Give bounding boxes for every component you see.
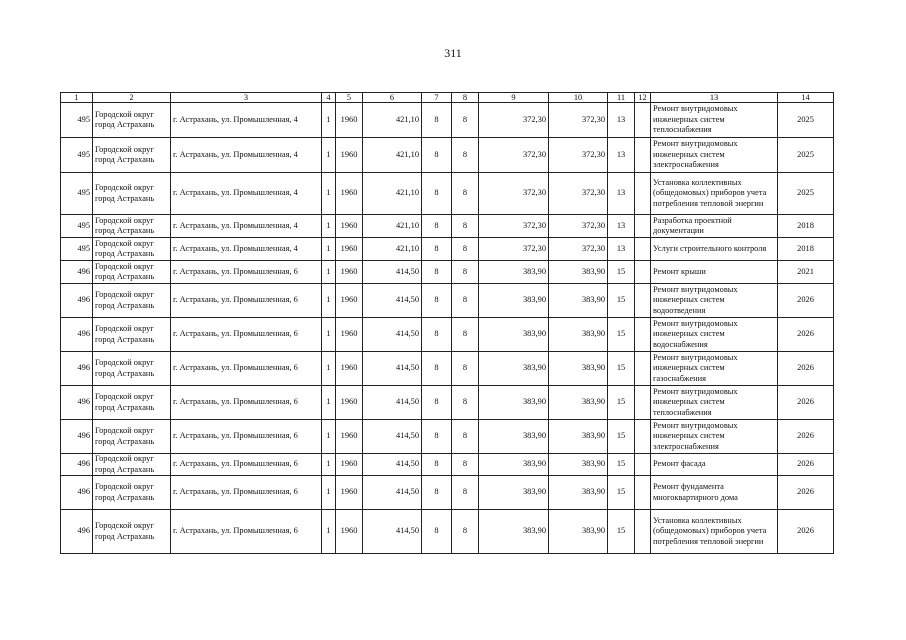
municipality-cell: Городской округ город Астрахань [93, 238, 171, 261]
residential-area-2-cell: 8 [452, 238, 479, 261]
year-planned-cell: 2018 [778, 215, 834, 238]
residential-area-1-cell: 8 [422, 510, 452, 554]
area-value-2-cell: 372,30 [549, 138, 608, 173]
build-year-cell: 1960 [336, 238, 363, 261]
apartments-cell: 15 [608, 261, 635, 284]
municipality-cell: Городской округ город Астрахань [93, 215, 171, 238]
empty-cell-cell [635, 352, 651, 386]
work-type-cell: Ремонт фундамента многоквартирного дома [651, 476, 778, 510]
area-value-2-cell: 372,30 [549, 173, 608, 215]
residential-area-1-cell: 8 [422, 173, 452, 215]
table-row [61, 386, 834, 420]
empty-cell-cell [635, 138, 651, 173]
residential-area-2-cell: 8 [452, 454, 479, 476]
area-value-1-cell: 372,30 [479, 173, 549, 215]
apartments-cell: 15 [608, 476, 635, 510]
year-planned-cell: 2025 [778, 173, 834, 215]
column-header: 12 [635, 93, 651, 103]
total-area-cell: 421,10 [363, 173, 422, 215]
apartments-cell: 15 [608, 284, 635, 318]
floors-cell: 1 [322, 454, 336, 476]
build-year-cell: 1960 [336, 318, 363, 352]
page-number: 311 [444, 46, 462, 60]
table-row [61, 318, 834, 352]
total-area-cell: 421,10 [363, 138, 422, 173]
area-value-2-cell: 383,90 [549, 386, 608, 420]
municipality-cell: Городской округ город Астрахань [93, 173, 171, 215]
build-year-cell: 1960 [336, 352, 363, 386]
area-value-1-cell: 383,90 [479, 476, 549, 510]
total-area-cell: 414,50 [363, 476, 422, 510]
build-year-cell: 1960 [336, 454, 363, 476]
build-year-cell: 1960 [336, 284, 363, 318]
residential-area-1-cell: 8 [422, 352, 452, 386]
column-header: 3 [171, 93, 322, 103]
row-number-cell: 495 [61, 173, 93, 215]
total-area-cell: 414,50 [363, 454, 422, 476]
address-cell: г. Астрахань, ул. Промышленная, 6 [171, 352, 322, 386]
column-header: 2 [93, 93, 171, 103]
work-type-cell: Ремонт внутридомовых инженерных систем водоотведения [651, 284, 778, 318]
row-number-cell: 495 [61, 238, 93, 261]
residential-area-2-cell: 8 [452, 386, 479, 420]
area-value-2-cell: 383,90 [549, 318, 608, 352]
area-value-2-cell: 383,90 [549, 476, 608, 510]
total-area-cell: 414,50 [363, 386, 422, 420]
residential-area-2-cell: 8 [452, 173, 479, 215]
residential-area-1-cell: 8 [422, 420, 452, 454]
row-number-cell: 496 [61, 476, 93, 510]
residential-area-2-cell: 8 [452, 420, 479, 454]
municipality-cell: Городской округ город Астрахань [93, 476, 171, 510]
work-type-cell: Ремонт внутридомовых инженерных систем газоснабжения [651, 352, 778, 386]
area-value-1-cell: 372,30 [479, 238, 549, 261]
empty-cell-cell [635, 261, 651, 284]
table-row [61, 510, 834, 554]
build-year-cell: 1960 [336, 510, 363, 554]
apartments-cell: 15 [608, 454, 635, 476]
floors-cell: 1 [322, 138, 336, 173]
floors-cell: 1 [322, 476, 336, 510]
row-number-cell: 496 [61, 420, 93, 454]
table-row [61, 215, 834, 238]
build-year-cell: 1960 [336, 215, 363, 238]
table-row [61, 284, 834, 318]
work-type-cell: Ремонт внутридомовых инженерных систем водоснабжения [651, 318, 778, 352]
column-number-row [61, 93, 834, 103]
area-value-1-cell: 383,90 [479, 284, 549, 318]
total-area-cell: 414,50 [363, 284, 422, 318]
floors-cell: 1 [322, 510, 336, 554]
area-value-2-cell: 372,30 [549, 238, 608, 261]
area-value-1-cell: 383,90 [479, 352, 549, 386]
apartments-cell: 15 [608, 386, 635, 420]
row-number-cell: 495 [61, 138, 93, 173]
row-number-cell: 496 [61, 284, 93, 318]
year-planned-cell: 2026 [778, 318, 834, 352]
municipality-cell: Городской округ город Астрахань [93, 420, 171, 454]
row-number-cell: 495 [61, 103, 93, 138]
area-value-2-cell: 372,30 [549, 103, 608, 138]
total-area-cell: 414,50 [363, 510, 422, 554]
municipality-cell: Городской округ город Астрахань [93, 318, 171, 352]
residential-area-2-cell: 8 [452, 103, 479, 138]
row-number-cell: 495 [61, 215, 93, 238]
empty-cell-cell [635, 454, 651, 476]
empty-cell-cell [635, 386, 651, 420]
work-type-cell: Ремонт внутридомовых инженерных систем электроснабжения [651, 138, 778, 173]
apartments-cell: 15 [608, 352, 635, 386]
table-row [61, 476, 834, 510]
residential-area-1-cell: 8 [422, 318, 452, 352]
address-cell: г. Астрахань, ул. Промышленная, 4 [171, 215, 322, 238]
address-cell: г. Астрахань, ул. Промышленная, 6 [171, 261, 322, 284]
row-number-cell: 496 [61, 261, 93, 284]
table-row [61, 238, 834, 261]
empty-cell-cell [635, 318, 651, 352]
address-cell: г. Астрахань, ул. Промышленная, 6 [171, 510, 322, 554]
year-planned-cell: 2026 [778, 510, 834, 554]
area-value-1-cell: 383,90 [479, 454, 549, 476]
address-cell: г. Астрахань, ул. Промышленная, 6 [171, 454, 322, 476]
empty-cell-cell [635, 173, 651, 215]
floors-cell: 1 [322, 238, 336, 261]
municipality-cell: Городской округ город Астрахань [93, 510, 171, 554]
empty-cell-cell [635, 238, 651, 261]
area-value-2-cell: 383,90 [549, 420, 608, 454]
year-planned-cell: 2026 [778, 284, 834, 318]
floors-cell: 1 [322, 318, 336, 352]
column-header: 10 [549, 93, 608, 103]
total-area-cell: 421,10 [363, 215, 422, 238]
row-number-cell: 496 [61, 510, 93, 554]
residential-area-2-cell: 8 [452, 510, 479, 554]
area-value-1-cell: 383,90 [479, 261, 549, 284]
total-area-cell: 421,10 [363, 238, 422, 261]
table-row [61, 352, 834, 386]
residential-area-1-cell: 8 [422, 454, 452, 476]
year-planned-cell: 2018 [778, 238, 834, 261]
row-number-cell: 496 [61, 454, 93, 476]
residential-area-1-cell: 8 [422, 215, 452, 238]
build-year-cell: 1960 [336, 138, 363, 173]
address-cell: г. Астрахань, ул. Промышленная, 6 [171, 386, 322, 420]
empty-cell-cell [635, 215, 651, 238]
total-area-cell: 414,50 [363, 420, 422, 454]
area-value-2-cell: 383,90 [549, 454, 608, 476]
year-planned-cell: 2021 [778, 261, 834, 284]
area-value-1-cell: 383,90 [479, 386, 549, 420]
column-header: 13 [651, 93, 778, 103]
total-area-cell: 421,10 [363, 103, 422, 138]
work-type-cell: Установка коллективных (общедомовых) приборов учета потребления тепловой энергии [651, 173, 778, 215]
area-value-2-cell: 383,90 [549, 510, 608, 554]
residential-area-1-cell: 8 [422, 103, 452, 138]
floors-cell: 1 [322, 420, 336, 454]
work-type-cell: Ремонт внутридомовых инженерных систем электроснабжения [651, 420, 778, 454]
residential-area-2-cell: 8 [452, 138, 479, 173]
empty-cell-cell [635, 420, 651, 454]
table-row [61, 261, 834, 284]
year-planned-cell: 2026 [778, 352, 834, 386]
column-header: 4 [322, 93, 336, 103]
municipality-cell: Городской округ город Астрахань [93, 284, 171, 318]
work-type-cell: Ремонт крыши [651, 261, 778, 284]
floors-cell: 1 [322, 215, 336, 238]
work-type-cell: Ремонт внутридомовых инженерных систем теплоснабжения [651, 103, 778, 138]
year-planned-cell: 2026 [778, 420, 834, 454]
apartments-cell: 13 [608, 215, 635, 238]
residential-area-2-cell: 8 [452, 318, 479, 352]
column-header: 1 [61, 93, 93, 103]
residential-area-1-cell: 8 [422, 138, 452, 173]
apartments-cell: 15 [608, 420, 635, 454]
column-header: 5 [336, 93, 363, 103]
area-value-2-cell: 383,90 [549, 352, 608, 386]
address-cell: г. Астрахань, ул. Промышленная, 4 [171, 238, 322, 261]
area-value-1-cell: 372,30 [479, 138, 549, 173]
column-header: 8 [452, 93, 479, 103]
table-row [61, 454, 834, 476]
floors-cell: 1 [322, 261, 336, 284]
municipality-cell: Городской округ город Астрахань [93, 352, 171, 386]
address-cell: г. Астрахань, ул. Промышленная, 6 [171, 420, 322, 454]
area-value-2-cell: 383,90 [549, 261, 608, 284]
column-header: 9 [479, 93, 549, 103]
apartments-cell: 13 [608, 173, 635, 215]
column-header: 14 [778, 93, 834, 103]
column-header: 6 [363, 93, 422, 103]
empty-cell-cell [635, 284, 651, 318]
municipality-cell: Городской округ город Астрахань [93, 386, 171, 420]
address-cell: г. Астрахань, ул. Промышленная, 6 [171, 284, 322, 318]
work-type-cell: Ремонт внутридомовых инженерных систем теплоснабжения [651, 386, 778, 420]
apartments-cell: 15 [608, 318, 635, 352]
residential-area-1-cell: 8 [422, 386, 452, 420]
area-value-1-cell: 372,30 [479, 215, 549, 238]
floors-cell: 1 [322, 352, 336, 386]
column-header: 11 [608, 93, 635, 103]
empty-cell-cell [635, 103, 651, 138]
table-row [61, 103, 834, 138]
municipality-cell: Городской округ город Астрахань [93, 103, 171, 138]
residential-area-1-cell: 8 [422, 261, 452, 284]
work-type-cell: Разработка проектной документации [651, 215, 778, 238]
residential-area-2-cell: 8 [452, 215, 479, 238]
build-year-cell: 1960 [336, 261, 363, 284]
empty-cell-cell [635, 476, 651, 510]
residential-area-2-cell: 8 [452, 476, 479, 510]
table-row [61, 420, 834, 454]
residential-area-1-cell: 8 [422, 476, 452, 510]
residential-area-2-cell: 8 [452, 352, 479, 386]
table-row [61, 173, 834, 215]
row-number-cell: 496 [61, 352, 93, 386]
apartments-cell: 15 [608, 510, 635, 554]
floors-cell: 1 [322, 103, 336, 138]
residential-area-1-cell: 8 [422, 238, 452, 261]
total-area-cell: 414,50 [363, 318, 422, 352]
area-value-2-cell: 383,90 [549, 284, 608, 318]
address-cell: г. Астрахань, ул. Промышленная, 4 [171, 173, 322, 215]
empty-cell-cell [635, 510, 651, 554]
apartments-cell: 13 [608, 238, 635, 261]
table-body [61, 103, 834, 554]
address-cell: г. Астрахань, ул. Промышленная, 4 [171, 103, 322, 138]
floors-cell: 1 [322, 284, 336, 318]
year-planned-cell: 2025 [778, 103, 834, 138]
year-planned-cell: 2026 [778, 386, 834, 420]
table-row [61, 138, 834, 173]
build-year-cell: 1960 [336, 173, 363, 215]
build-year-cell: 1960 [336, 476, 363, 510]
municipality-cell: Городской округ город Астрахань [93, 454, 171, 476]
total-area-cell: 414,50 [363, 261, 422, 284]
area-value-2-cell: 372,30 [549, 215, 608, 238]
floors-cell: 1 [322, 386, 336, 420]
municipality-cell: Городской округ город Астрахань [93, 261, 171, 284]
apartments-cell: 13 [608, 103, 635, 138]
repair-schedule-table [60, 92, 834, 554]
floors-cell: 1 [322, 173, 336, 215]
residential-area-1-cell: 8 [422, 284, 452, 318]
residential-area-2-cell: 8 [452, 261, 479, 284]
row-number-cell: 496 [61, 318, 93, 352]
area-value-1-cell: 383,90 [479, 318, 549, 352]
address-cell: г. Астрахань, ул. Промышленная, 6 [171, 476, 322, 510]
build-year-cell: 1960 [336, 420, 363, 454]
year-planned-cell: 2025 [778, 138, 834, 173]
area-value-1-cell: 383,90 [479, 510, 549, 554]
year-planned-cell: 2026 [778, 454, 834, 476]
build-year-cell: 1960 [336, 103, 363, 138]
address-cell: г. Астрахань, ул. Промышленная, 6 [171, 318, 322, 352]
build-year-cell: 1960 [336, 386, 363, 420]
area-value-1-cell: 383,90 [479, 420, 549, 454]
work-type-cell: Ремонт фасада [651, 454, 778, 476]
apartments-cell: 13 [608, 138, 635, 173]
work-type-cell: Установка коллективных (общедомовых) приборов учета потребления тепловой энергии [651, 510, 778, 554]
municipality-cell: Городской округ город Астрахань [93, 138, 171, 173]
area-value-1-cell: 372,30 [479, 103, 549, 138]
work-type-cell: Услуги строительного контроля [651, 238, 778, 261]
column-header: 7 [422, 93, 452, 103]
row-number-cell: 496 [61, 386, 93, 420]
address-cell: г. Астрахань, ул. Промышленная, 4 [171, 138, 322, 173]
residential-area-2-cell: 8 [452, 284, 479, 318]
total-area-cell: 414,50 [363, 352, 422, 386]
year-planned-cell: 2026 [778, 476, 834, 510]
